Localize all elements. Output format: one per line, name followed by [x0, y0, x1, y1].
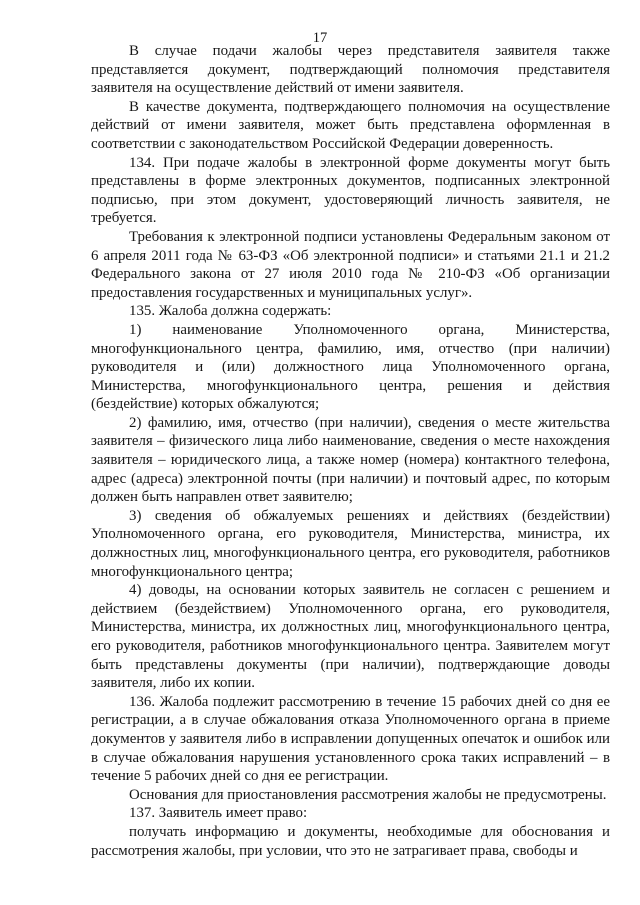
paragraph-power-of-attorney: В качестве документа, подтверждающего полномочия на осуществление действий от имени заявителя, может быть представлена оформленная в соответствии с законодательством Российской Федерации доверенность. — [91, 98, 610, 152]
list-item-2: 2) фамилию, имя, отчество (при наличии), сведения о месте жительства заявителя – физического лица либо наименование, сведения о месте нахождения заявителя – юридического лица, а также номер (номера) контактного телефона, адрес (адреса) электронной почты (при наличии) и почтовый адрес, по которым должен быть направлен ответ заявителю; — [91, 414, 610, 506]
list-item-4: 4) доводы, на основании которых заявитель не согласен с решением и действием (бездействием) Уполномоченного органа, его руководителя, Министерства, министра, их должностных лиц, многофункционального центра, его руководителя, работников многофункционального центра. Заявителем могут быть представлены документы (при наличии), подтверждающие доводы заявителя, либо их копии. — [91, 582, 610, 692]
paragraph-134-electronic-form: 134. При подаче жалобы в электронной форме документы могут быть представлены в форме электронных документов, подписанных электронной подписью, при этом документ, удостоверяющий личность заявителя, не требуется. — [91, 154, 610, 227]
paragraph-electronic-signature-requirements: Требования к электронной подписи установлены Федеральным законом от 6 апреля 2011 года № 63-ФЗ «Об электронной подписи» и статьями 21.1 и 21.2 Федерального закона от 27 июля 2010 года № 210-ФЗ «Об организации предоставления государственных и муниципальных услуг». — [91, 228, 610, 301]
paragraph-136-review-period: 136. Жалоба подлежит рассмотрению в течение 15 рабочих дней со дня ее регистрации, а в случае обжалования отказа Уполномоченного органа в приеме документов у заявителя либо в исправлении допущенных опечаток и ошибок или в случае обжалования нарушения установленного срока таких исправлений – в течение 5 рабочих дней со дня ее регистрации. — [91, 693, 610, 785]
list-item-3: 3) сведения об обжалуемых решениях и действиях (бездействии) Уполномоченного органа, его руководителя, Министерства, министра, их должностных лиц, многофункционального центра, его руководителя, работников многофункционального центра; — [91, 507, 610, 580]
paragraph-no-suspension-grounds: Основания для приостановления рассмотрения жалобы не предусмотрены. — [129, 786, 607, 803]
page-number: 17 — [312, 30, 328, 46]
list-item-1: 1) наименование Уполномоченного органа, Министерства, многофункционального центра, фамилию, имя, отчество (при наличии) руководителя и (или) должностного лица Уполномоченного органа, Министерства, многофункционального центра, решения и действия (бездействие) которых обжалуются; — [91, 321, 610, 413]
paragraph-right-to-information: получать информацию и документы, необходимые для обоснования и рассмотрения жалобы, при условии, что это не затрагивает права, свободы и — [91, 823, 610, 859]
paragraph-135-heading: 135. Жалоба должна содержать: — [129, 303, 332, 320]
paragraph-representative-document: В случае подачи жалобы через представителя заявителя также представляется документ, подтверждающий полномочия представителя заявителя на осуществление действий от имени заявителя. — [91, 43, 610, 97]
paragraph-137-heading: 137. Заявитель имеет право: — [129, 805, 308, 822]
document-body — [91, 42, 610, 860]
